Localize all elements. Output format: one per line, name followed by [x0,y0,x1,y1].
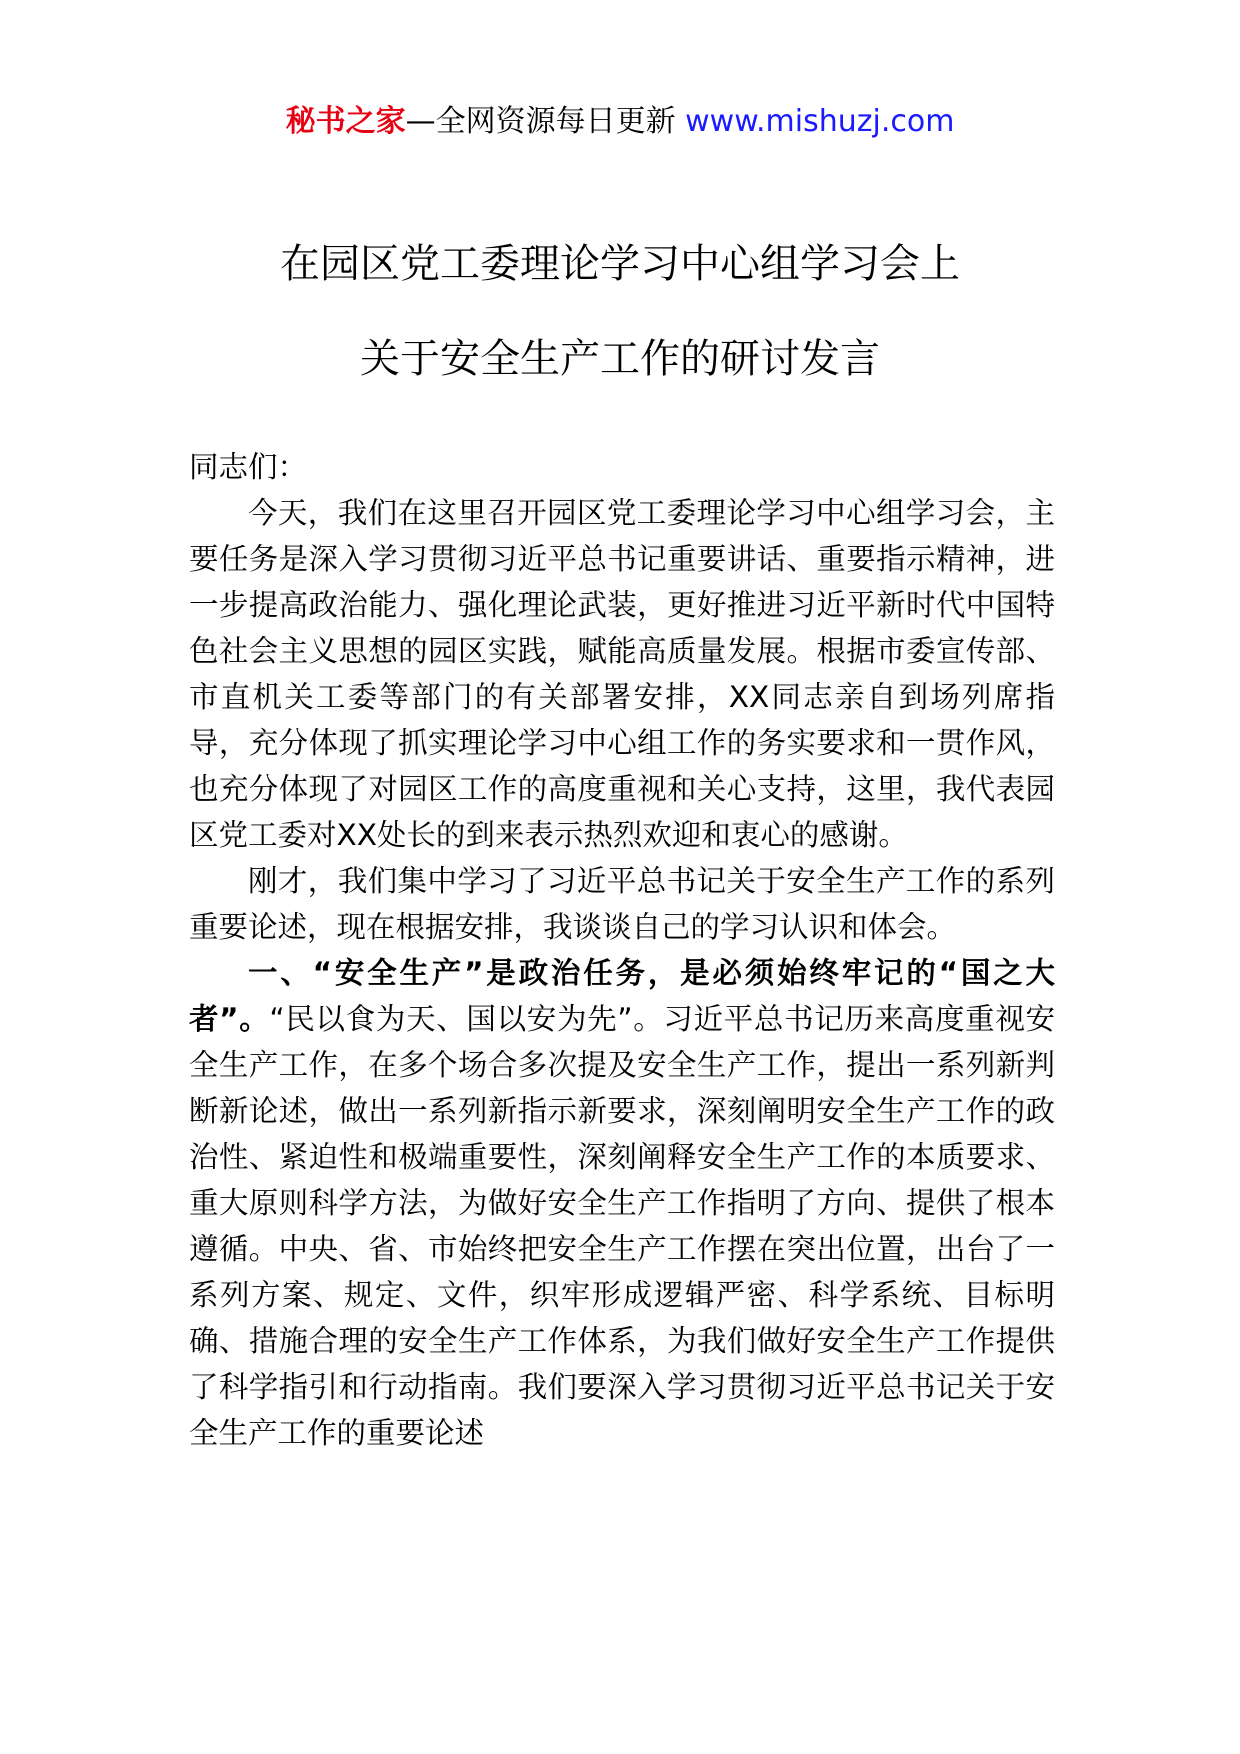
section-heading-1: 一、“安全生产”是政治任务，是必须始终牢记的“国之大者”。 [189,956,1055,1036]
salutation: 同志们： [189,450,308,484]
site-url-link[interactable]: www.mishuzj.com [685,104,955,139]
document-title-line-2: 关于安全生产工作的研讨发言 [360,336,880,382]
document-body [189,444,1055,1456]
document-title-line-1: 在园区党工委理论学习中心组学习会上 [280,241,960,287]
paragraph-3 [189,950,1055,1456]
header-slogan: —全网资源每日更新 [405,104,676,139]
site-header [0,100,1240,144]
brand-name: 秘书之家 [285,104,406,139]
paragraph-1: 今天，我们在这里召开园区党工委理论学习中心组学习会，主要任务是深入学习贯彻习近平总书记重要讲话、重要指示精神，进一步提高政治能力、强化理论武装，更好推进习近平新时代中国特色社会主义思想的园区实践，赋能高质量发展。根据市委宣传部、市直机关工委等部门的有关部署安排，XX同志亲自到场列席指导，充分体现了抓实理论学习中心组工作的务实要求和一贯作风，也充分体现了对园区工作的高度重视和关心支持，这里，我代表园区党工委对XX处长的到来表示热烈欢迎和衷心的感谢。 [189,496,1055,852]
paragraph-2: 刚才，我们集中学习了习近平总书记关于安全生产工作的系列重要论述，现在根据安排，我谈谈自己的学习认识和体会。 [189,864,1055,944]
paragraph-3-text: “民以食为天、国以安为先”。习近平总书记历来高度重视安全生产工作，在多个场合多次提及安全生产工作，提出一系列新判断新论述，做出一系列新指示新要求，深刻阐明安全生产工作的政治性、紧迫性和极端重要性，深刻阐释安全生产工作的本质要求、重大原则科学方法，为做好安全生产工作指明了方向、提供了根本遵循。中央、省、市始终把安全生产工作摆在突出位置，出台了一系列方案、规定、文件，织牢形成逻辑严密、科学系统、目标明确、措施合理的安全生产工作体系，为我们做好安全生产工作提供了科学指引和行动指南。我们要深入学习贯彻习近平总书记关于安全生产工作的重要论述 [189,1002,1055,1450]
